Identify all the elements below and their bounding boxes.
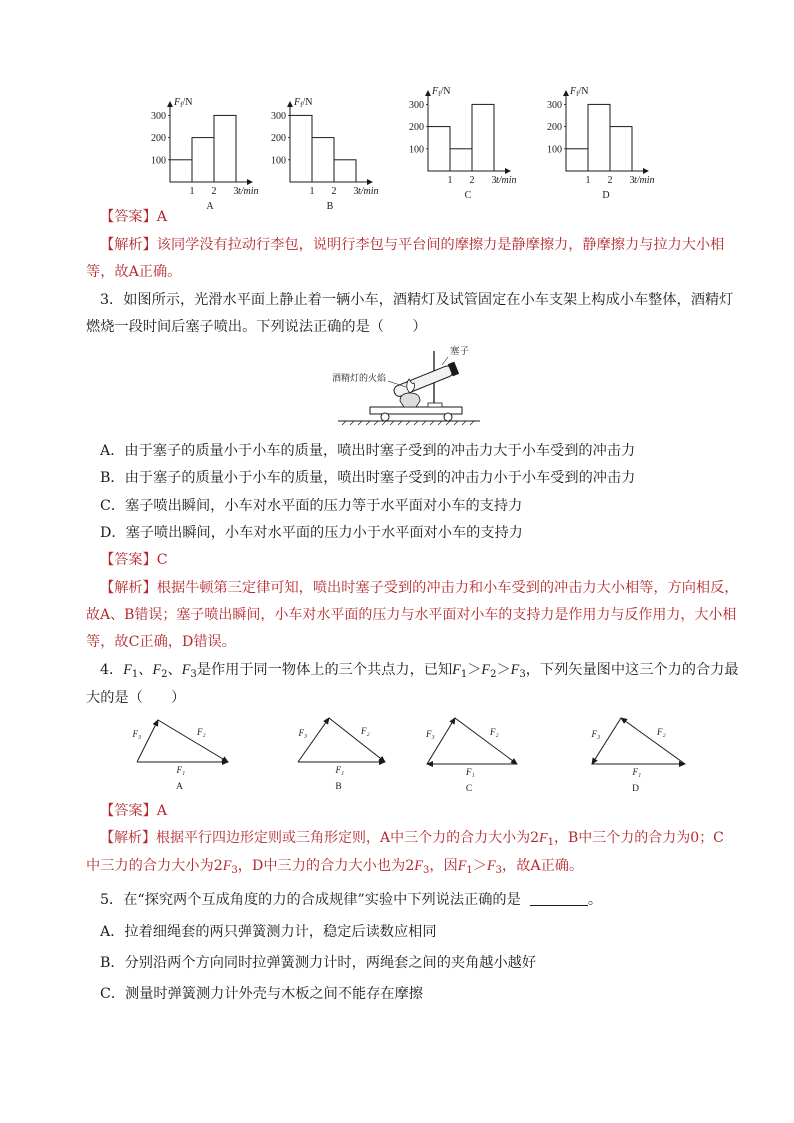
cart-wheel-left (381, 413, 389, 421)
graph-B (271, 97, 379, 212)
q5-stem: 5．在“探究两个互成角度的力的合成规律”实验中下列说法正确的是 。 (100, 892, 603, 908)
x-tick-label: 2 (607, 175, 613, 186)
answer-value: A (156, 209, 168, 225)
q5-option-a: A．拉着细绳套的两只弹簧测力计，稳定后读数应相同 (100, 924, 437, 940)
x-tick-label: 1 (447, 175, 453, 186)
f1-label: F₁ (466, 767, 475, 777)
q5-option-c: C．测量时弹簧测力计外壳与木板之间不能存在摩擦 (100, 986, 423, 1002)
triangle-C (425, 718, 517, 794)
answer-label: 【答案】 (100, 552, 157, 568)
graph-bar (610, 127, 632, 171)
answer-value: C (156, 552, 168, 568)
x-tick-label: 1 (309, 186, 315, 197)
plug-label: 塞子 (450, 347, 470, 357)
x-tick-label: 3 (491, 175, 497, 186)
f1-label: F₁ (632, 767, 642, 777)
f1-label: F₁ (335, 765, 345, 775)
x-tick-label: 3 (233, 186, 239, 197)
vector-triangles (0, 710, 794, 795)
analysis-text: 该同学没有拉动行李包，说明行李包与平台间的摩擦力是静摩擦力，静摩擦力与拉力大小相 (156, 237, 725, 253)
analysis-label: 【解析】 (100, 237, 157, 253)
graph-bar (170, 160, 192, 182)
y-tick-label: 100 (271, 155, 286, 167)
q3-option-c: C．塞子喷出瞬间，小车对水平面的压力等于水平面对小车的支持力 (100, 498, 523, 514)
y-axis-label: $F_f/N$ (294, 97, 313, 109)
force-vector (621, 718, 685, 764)
cart-figure (330, 343, 490, 428)
x-tick-label: 1 (585, 175, 591, 186)
f3-label: F₃ (426, 729, 435, 739)
q2-analysis-2: 等，故A正确。 (86, 264, 182, 280)
y-tick-label: 300 (547, 99, 562, 111)
answer-label: 【答案】 (100, 803, 157, 819)
x-axis-label: t/min (496, 175, 517, 186)
flame-label: 酒精灯的火焰 (332, 373, 387, 383)
y-tick-label: 200 (151, 133, 166, 145)
f3-label: F₃ (298, 728, 308, 738)
graph-bar (428, 127, 450, 171)
triangle-B (298, 718, 386, 792)
force-vector (137, 720, 158, 762)
force-vector (427, 718, 455, 764)
y-axis-label: $F_f/N$ (174, 97, 193, 109)
q2-answer (100, 207, 167, 227)
q3-option-b: B．由于塞子的质量小于小车的质量，喷出时塞子受到的冲击力小于小车受到的冲击力 (100, 470, 636, 486)
graph-bar (588, 104, 610, 171)
y-axis-label: $F_f/N$ (432, 86, 451, 98)
force-vector (298, 718, 329, 762)
q4-stem-1: 4．$F_1$、$F_2$、$F_3$是作用于同一物体上的三个共点力，已知$F_1>F_2>F_3$，下列矢量图中这三个力的合力最 (100, 662, 739, 680)
x-tick-label: 2 (211, 186, 217, 197)
q4-stem-2: 大的是（ ） (86, 690, 186, 706)
y-tick-label: 100 (409, 144, 424, 156)
x-tick-label: 3 (629, 175, 635, 186)
q5-option-b: B．分别沿两个方向同时拉弹簧测力计时，两绳套之间的夹角越小越好 (100, 955, 537, 971)
f3-label: F₃ (132, 729, 142, 739)
x-tick-label: 1 (189, 186, 195, 197)
x-tick-label: 2 (469, 175, 475, 186)
q3-analysis-1 (100, 578, 738, 598)
q4-answer (100, 801, 167, 821)
x-axis-label: t/min (238, 186, 259, 197)
friction-graphs (0, 86, 794, 212)
graph-A (151, 97, 259, 212)
q3-analysis-3: 等，故C正确，D错误。 (86, 634, 236, 650)
graph-bar (450, 149, 472, 171)
y-tick-label: 100 (547, 144, 562, 156)
triangle-label: A (176, 782, 183, 792)
q3-option-a: A．由于塞子的质量小于小车的质量，喷出时塞子受到的冲击力大于小车受到的冲击力 (100, 443, 636, 459)
answer-value: A (156, 803, 168, 819)
force-vector (592, 718, 621, 764)
graph-bar (214, 115, 236, 182)
y-tick-label: 100 (151, 155, 166, 167)
triangle-label: C (465, 784, 473, 794)
graph-label: B (326, 201, 334, 212)
answer-label: 【答案】 (100, 209, 157, 225)
triangle-label: B (335, 782, 342, 792)
f1-label: F₁ (176, 765, 186, 775)
q3-answer (100, 550, 168, 570)
graph-bar (192, 138, 214, 182)
graph-label: A (206, 201, 214, 212)
analysis-label: 【解析】 (100, 580, 157, 596)
triangle-D (591, 718, 686, 794)
x-axis-label: t/min (358, 186, 379, 197)
q3-option-d: D．塞子喷出瞬间，小车对水平面的压力小于水平面对小车的支持力 (100, 525, 523, 541)
f2-label: F₂ (490, 727, 499, 737)
q3-stem-2: 燃烧一段时间后塞子喷出。下列说法正确的是（ ） (86, 319, 427, 335)
triangle-A (132, 720, 229, 792)
q4-analysis-2: 中三力的合力大小为$2F_3$，D中三力的合力大小也为$2F_3$，因$F_1>F_3$，故A正确。 (86, 858, 584, 876)
f2-label: F₂ (657, 727, 666, 737)
x-tick-label: 3 (353, 186, 359, 197)
y-tick-label: 300 (151, 110, 166, 122)
f2-label: F₂ (197, 727, 206, 737)
graph-label: D (602, 190, 610, 201)
analysis-text: 根据牛顿第三定律可知，喷出时塞子受到的冲击力和小车受到的冲击力大小相等，方向相反， (156, 580, 739, 596)
q2-analysis-1 (100, 235, 724, 255)
cart-wheel-right (444, 413, 452, 421)
q3-stem-1: 3．如图所示，光滑水平面上静止着一辆小车，酒精灯及试管固定在小车支架上构成小车整体，酒精灯 (100, 292, 734, 308)
force-vector (455, 718, 517, 764)
graph-C (409, 86, 517, 201)
y-tick-label: 200 (409, 122, 424, 134)
q4-analysis-1: 【解析】根据平行四边形定则或三角形定则，A中三个力的合力大小为$2F_1$，B中三个力的合力为0；C (100, 830, 724, 848)
y-axis-label: $F_f/N$ (570, 86, 589, 98)
x-tick-label: 2 (331, 186, 337, 197)
y-tick-label: 300 (409, 99, 424, 111)
f3-label: F₃ (591, 729, 601, 739)
graph-bar (312, 138, 334, 182)
y-tick-label: 200 (271, 133, 286, 145)
f2-label: F₂ (361, 726, 370, 736)
x-axis-label: t/min (634, 175, 655, 186)
graph-bar (290, 115, 312, 182)
graph-bar (472, 104, 494, 171)
force-vector (329, 718, 385, 762)
y-tick-label: 200 (547, 122, 562, 134)
y-tick-label: 300 (271, 110, 286, 122)
graph-bar (334, 160, 356, 182)
q3-analysis-2: 故A、B错误；塞子喷出瞬间，小车对水平面的压力与水平面对小车的支持力是作用力与反作用力，大小相 (86, 607, 737, 623)
force-vector (158, 720, 228, 762)
answer-blank (530, 891, 588, 906)
graph-D (547, 86, 655, 201)
graph-bar (566, 149, 588, 171)
triangle-label: D (632, 784, 639, 794)
graph-label: C (464, 190, 472, 201)
